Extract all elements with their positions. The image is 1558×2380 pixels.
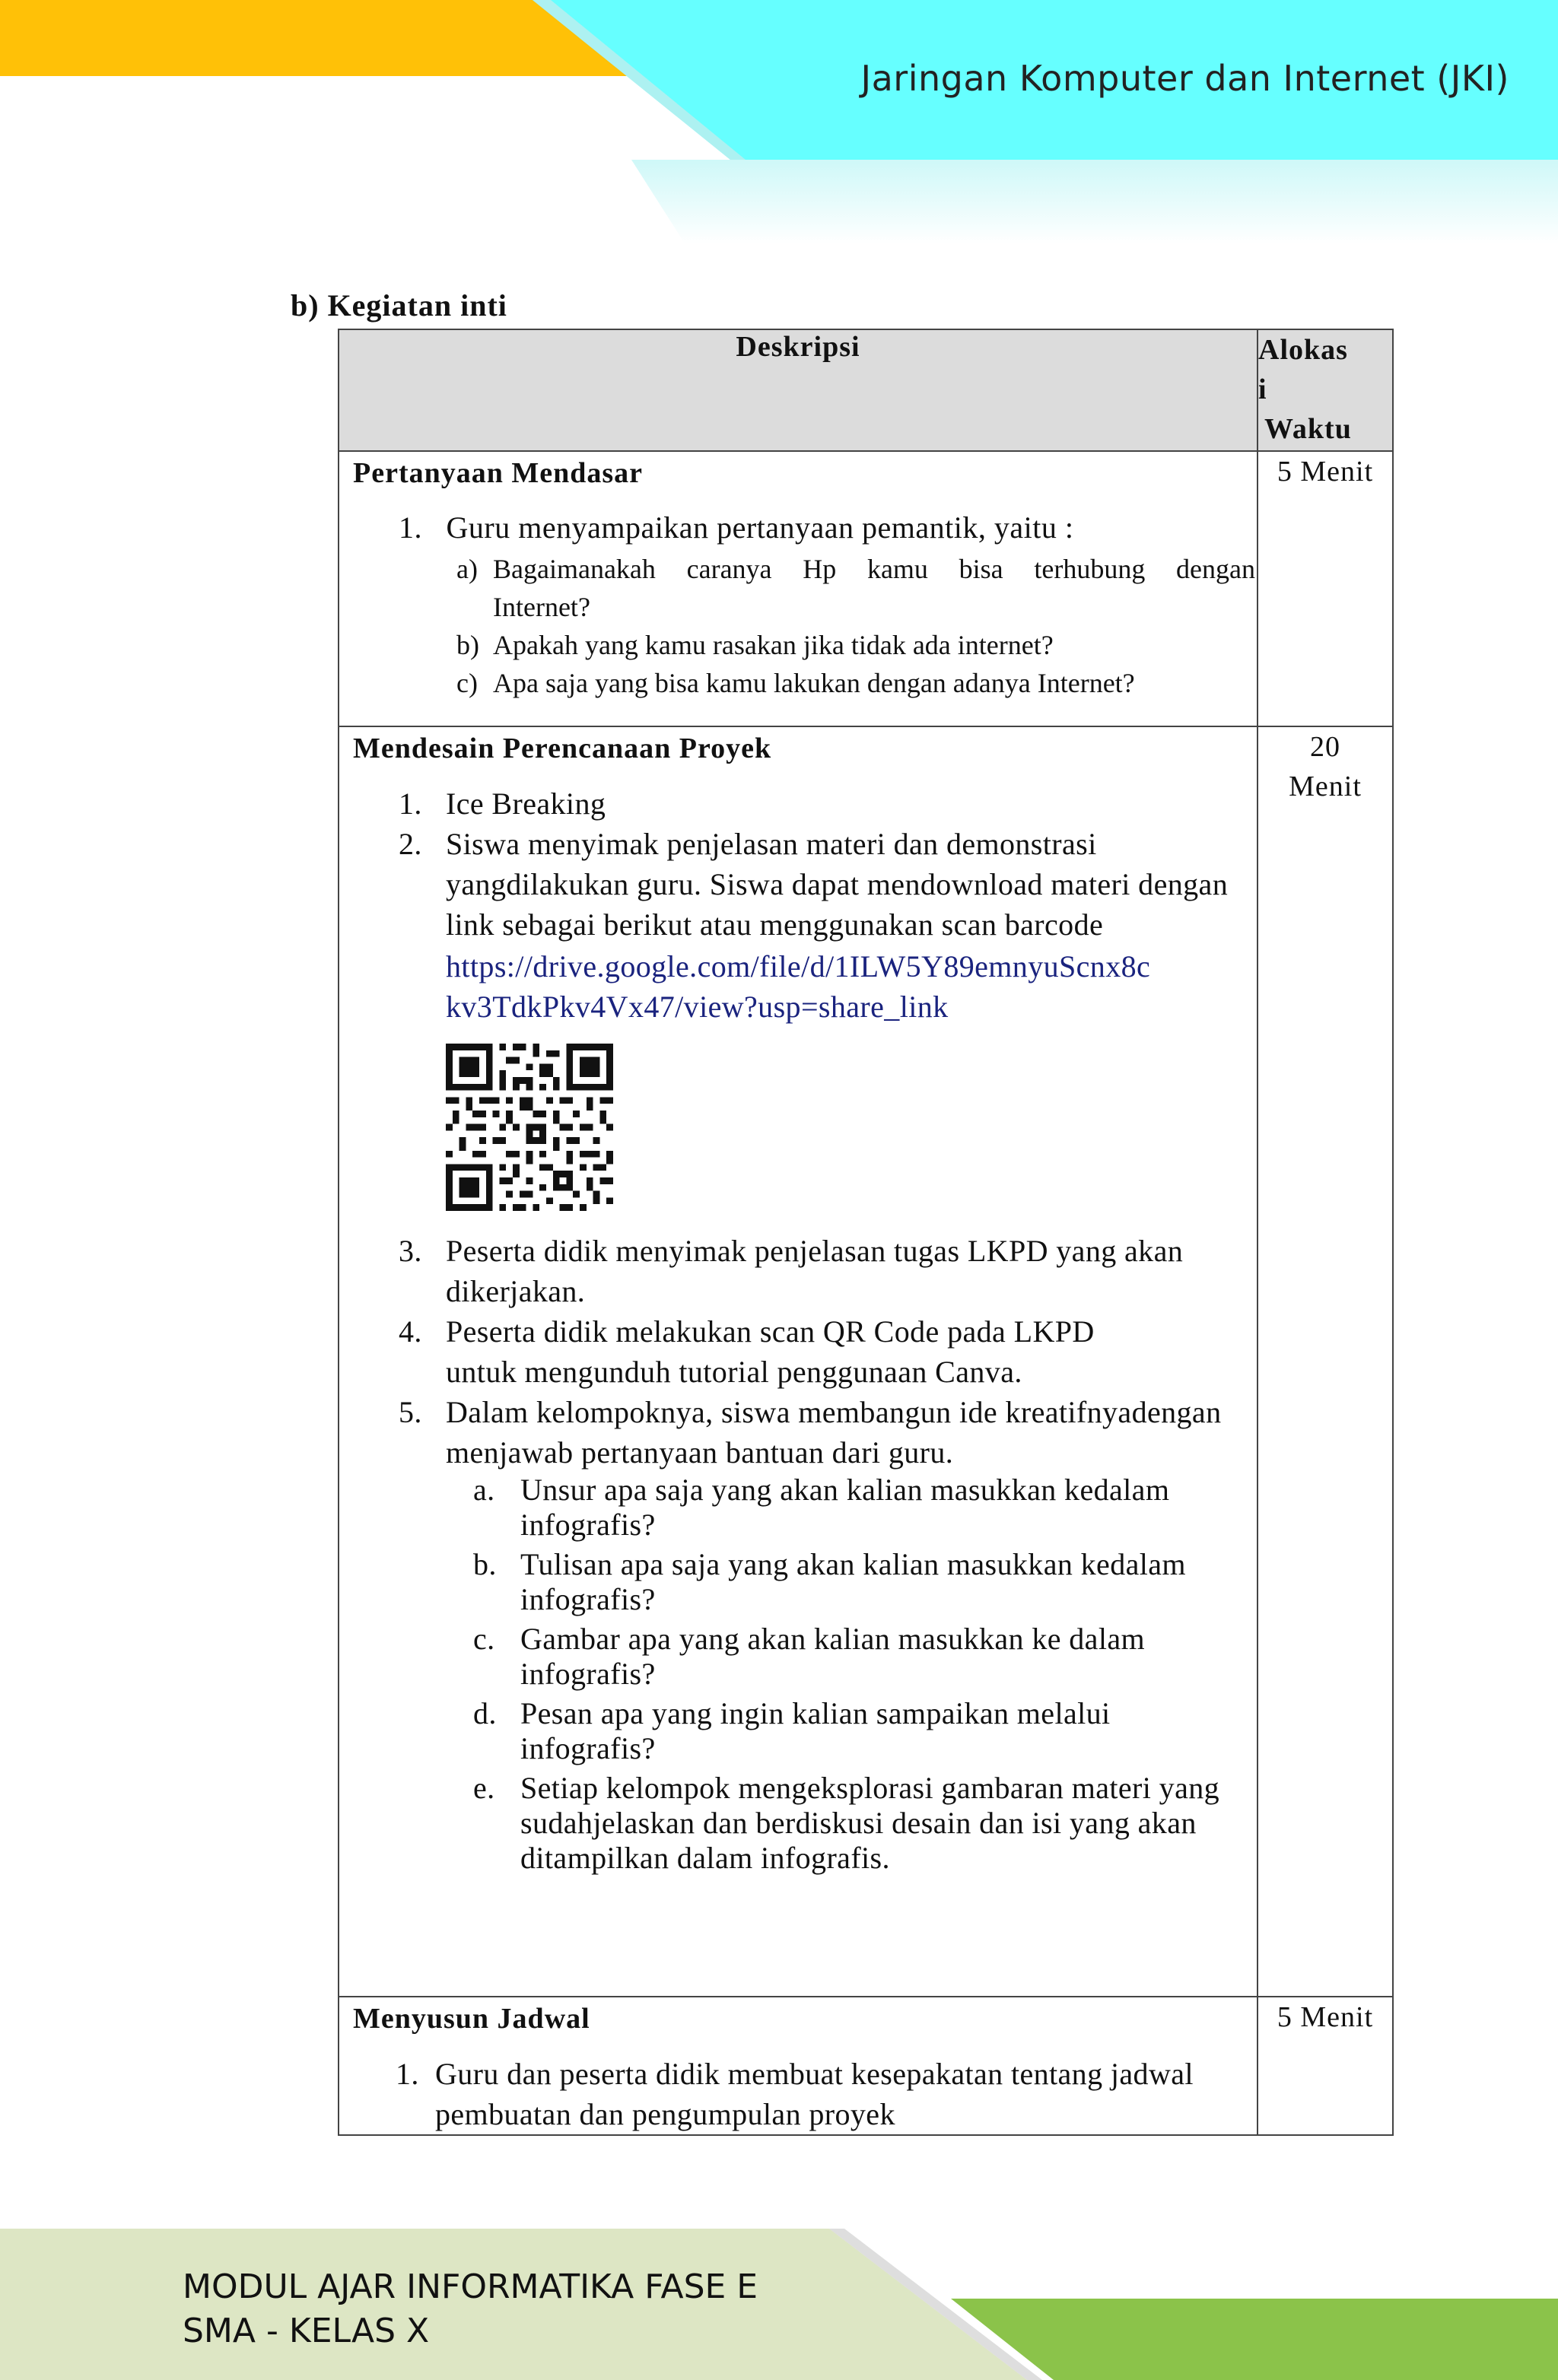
alpha-label: a. bbox=[473, 1473, 495, 1507]
time-unit: Menit bbox=[1289, 771, 1362, 802]
alpha-text: Unsur apa saja yang akan kalian masukkan kedalam infografis? bbox=[520, 1473, 1170, 1542]
sub-item bbox=[456, 550, 1257, 626]
time-cell bbox=[1258, 726, 1393, 1997]
sub-text-wrap bbox=[493, 550, 1257, 626]
alpha-label: d. bbox=[473, 1696, 497, 1730]
list-item bbox=[399, 1392, 1246, 1473]
sub-list bbox=[456, 550, 1257, 702]
material-link[interactable]: https://drive.google.com/file/d/1ILW5Y89emnyuScnx8c bbox=[446, 949, 1151, 983]
sub-text-cont: Internet? bbox=[493, 592, 590, 622]
alpha-label: b. bbox=[473, 1547, 497, 1581]
time-value: 20 bbox=[1310, 731, 1340, 763]
list-number: 2. bbox=[399, 827, 422, 861]
alpha-item bbox=[473, 1771, 1246, 1876]
list-item bbox=[399, 1311, 1246, 1392]
list-text: Peserta didik menyimak penjelasan tugas LKPD yang akan dikerjakan. bbox=[446, 1234, 1184, 1308]
row-title: Menyusun Jadwal bbox=[353, 2003, 590, 2035]
time-cell: 5 Menit bbox=[1258, 451, 1393, 726]
sub-text: Bagaimanakah caranya Hp kamu bisa terhubung dengan bbox=[493, 554, 1255, 584]
alpha-label: e. bbox=[473, 1771, 495, 1805]
schedule-list bbox=[396, 2054, 1211, 2134]
list-text: Dalam kelompoknya, siswa membangun ide kreatifnyadengan menjawab pertanyaan bantuan dari guru. bbox=[446, 1395, 1222, 1470]
table-row bbox=[339, 451, 1393, 726]
time-cell: 5 Menit bbox=[1258, 1997, 1393, 2135]
description-cell bbox=[339, 1997, 1258, 2135]
sub-label: b) bbox=[456, 630, 479, 660]
table-header-row bbox=[339, 329, 1393, 451]
list-item bbox=[399, 783, 1246, 824]
qr-code-icon bbox=[446, 1044, 613, 1211]
list-text: Siswa menyimak penjelasan materi dan demonstrasi yangdilakukan guru. Siswa dapat mendownload materi dengan link sebagai berikut atau menggunakan scan barcode bbox=[446, 827, 1229, 942]
list-text: Ice Breaking bbox=[446, 786, 606, 821]
header-band bbox=[0, 0, 1558, 243]
list-item bbox=[399, 1231, 1246, 1311]
column-header-line: Alokas bbox=[1258, 334, 1348, 366]
list-item bbox=[399, 824, 1246, 1027]
footer-line-2: SMA - KELAS X bbox=[183, 2312, 430, 2350]
list-number: 5. bbox=[399, 1395, 422, 1429]
alpha-item bbox=[473, 1696, 1246, 1766]
list-item bbox=[399, 510, 1257, 545]
section-heading: b) Kegiatan inti bbox=[291, 288, 507, 323]
list-text-wrap bbox=[446, 824, 1246, 1027]
footer-line-1: MODUL AJAR INFORMATIKA FASE E bbox=[183, 2267, 758, 2306]
column-header-alokasi-waktu bbox=[1258, 329, 1393, 451]
row-title: Pertanyaan Mendasar bbox=[353, 457, 644, 489]
sub-text: Apakah yang kamu rasakan jika tidak ada internet? bbox=[493, 630, 1054, 660]
alpha-item bbox=[473, 1473, 1246, 1543]
list-number: 1. bbox=[399, 786, 422, 821]
list-number: 3. bbox=[399, 1234, 422, 1268]
table-row bbox=[339, 726, 1393, 1997]
list-text: Guru menyampaikan pertanyaan pemantik, yaitu : bbox=[446, 510, 1074, 545]
sub-item bbox=[456, 626, 1257, 664]
row-title: Mendesain Perencanaan Proyek bbox=[353, 732, 772, 764]
list-text: Guru dan peserta didik membuat kesepakatan tentang jadwal pembuatan dan pengumpulan proyek bbox=[435, 2057, 1194, 2131]
description-cell bbox=[339, 451, 1258, 726]
column-header-line: Waktu bbox=[1264, 413, 1352, 445]
column-header-line: i bbox=[1258, 373, 1267, 405]
alpha-text: Setiap kelompok mengeksplorasi gambaran materi yang sudahjelaskan dan berdiskusi desain dan isi yang akan ditampilkan dalam infografis. bbox=[520, 1771, 1220, 1875]
alpha-text: Tulisan apa saja yang akan kalian masukkan kedalam infografis? bbox=[520, 1547, 1186, 1616]
alpha-item bbox=[473, 1622, 1246, 1692]
table-row bbox=[339, 1997, 1393, 2135]
sub-item bbox=[456, 664, 1257, 702]
description-cell bbox=[339, 726, 1258, 1997]
list-text: Peserta didik melakukan scan QR Code pada LKPD untuk mengunduh tutorial penggunaan Canva. bbox=[446, 1314, 1095, 1389]
column-header-deskripsi: Deskripsi bbox=[339, 329, 1258, 451]
list-number: 4. bbox=[399, 1314, 422, 1349]
header-title: Jaringan Komputer dan Internet (JKI) bbox=[860, 58, 1509, 99]
alpha-item bbox=[473, 1547, 1246, 1617]
list-item bbox=[396, 2054, 1211, 2134]
alpha-label: c. bbox=[473, 1622, 495, 1656]
footer-text bbox=[183, 2265, 758, 2353]
activity-table bbox=[338, 329, 1394, 2136]
alpha-text: Gambar apa yang akan kalian masukkan ke dalam infografis? bbox=[520, 1622, 1146, 1691]
alpha-list bbox=[473, 1473, 1246, 1876]
project-list bbox=[399, 783, 1246, 1876]
material-link-cont[interactable]: kv3TdkPkv4Vx47/view?usp=share_link bbox=[446, 990, 949, 1024]
alpha-text: Pesan apa yang ingin kalian sampaikan melalui infografis? bbox=[520, 1696, 1111, 1765]
sub-label: a) bbox=[456, 554, 478, 584]
sub-label: c) bbox=[456, 668, 478, 698]
list-number: 1. bbox=[396, 2057, 419, 2091]
sub-text: Apa saja yang bisa kamu lakukan dengan adanya Internet? bbox=[493, 668, 1135, 698]
list-number: 1. bbox=[399, 510, 422, 545]
